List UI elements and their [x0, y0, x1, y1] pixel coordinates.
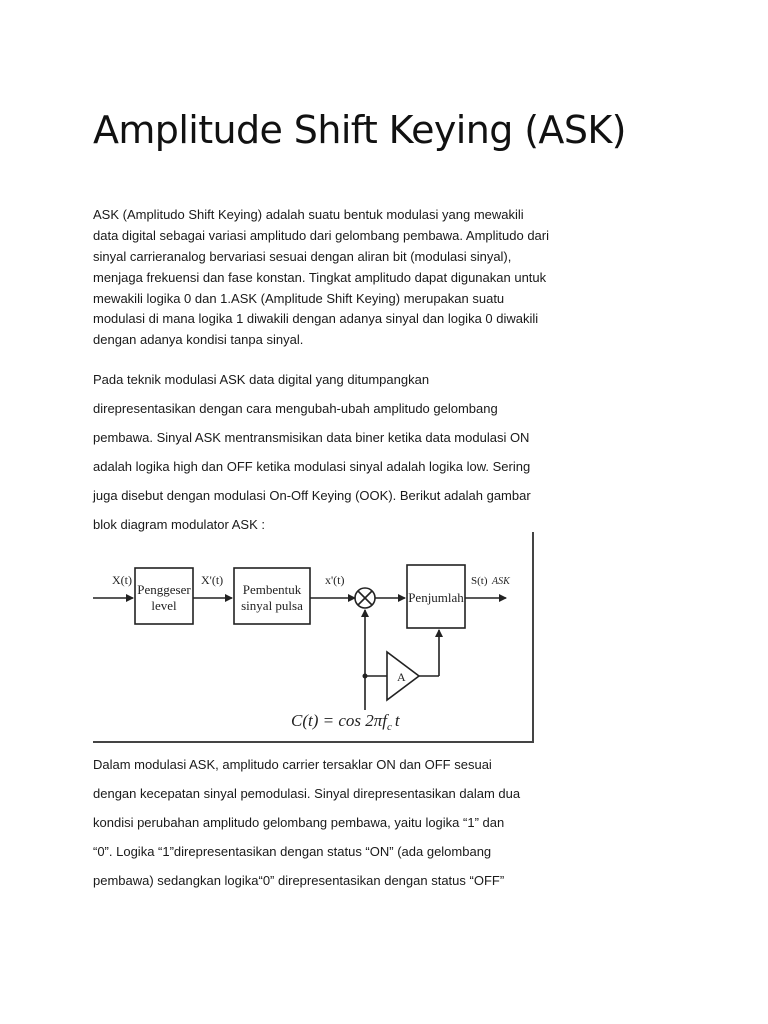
paragraph-3-line: kondisi perubahan amplitudo gelombang pembawa, yaitu logika “1” dan: [93, 815, 505, 830]
page-title: Amplitude Shift Keying (ASK): [93, 108, 626, 152]
x-prime-label: X'(t): [201, 573, 224, 587]
pulse-shaper-label-2: sinyal pulsa: [241, 598, 303, 613]
paragraph-1-line: data digital sebagai variasi amplitudo dari gelombang pembawa. Amplitudo dari: [93, 228, 549, 243]
amplifier-label: A: [397, 670, 406, 684]
junction-dot: [363, 674, 368, 679]
paragraph-2-line: blok diagram modulator ASK :: [93, 517, 265, 532]
paragraph-2-line: adalah logika high dan OFF ketika modulasi sinyal adalah logika low. Sering: [93, 459, 531, 474]
paragraph-3-line: Dalam modulasi ASK, amplitudo carrier tersaklar ON dan OFF sesuai: [93, 757, 492, 772]
adder-label: Penjumlah: [408, 590, 464, 605]
paragraph-2-line: Pada teknik modulasi ASK data digital yang ditumpangkan: [93, 372, 430, 387]
paragraph-2-line: juga disebut dengan modulasi On-Off Keying (OOK). Berikut adalah gambar: [93, 488, 531, 503]
paragraph-3-line: pembawa) sedangkan logika“0” direpresentasikan dengan status “OFF”: [93, 873, 505, 888]
paragraph-1-line: sinyal carrieranalog bervariasi sesuai dengan aliran bit (modulasi sinyal),: [93, 249, 512, 264]
output-label: S(t): [471, 575, 488, 587]
paragraph-1-line: menjaga frekuensi dan fase konstan. Tingkat amplitudo dapat digunakan untuk: [93, 270, 547, 285]
paragraph-1-line: modulasi di mana logika 1 diwakili dengan adanya sinyal dan logika 0 diwakili: [93, 311, 539, 326]
level-shifter-label-1: Penggeser: [137, 582, 191, 597]
input-label: X(t): [112, 573, 132, 587]
paragraph-3-line: “0”. Logika “1”direpresentasikan dengan status “ON” (ada gelombang: [93, 844, 492, 859]
pulse-shaper-label-1: Pembentuk: [242, 582, 302, 597]
paragraph-1-line: mewakili logika 0 dan 1.ASK (Amplitude Shift Keying) merupakan suatu: [93, 291, 505, 306]
x-prime-lower-label: x'(t): [325, 573, 345, 587]
paragraph-1-line: ASK (Amplitudo Shift Keying) adalah suatu bentuk modulasi yang mewakili: [93, 207, 524, 222]
output-suffix: ASK: [492, 576, 510, 587]
ask-modulator-block-diagram: [93, 532, 535, 744]
paragraph-1-line: dengan adanya kondisi tanpa sinyal.: [93, 332, 304, 347]
paragraph-3-line: dengan kecepatan sinyal pemodulasi. Sinyal direpresentasikan dalam dua: [93, 786, 521, 801]
paragraph-2-line: pembawa. Sinyal ASK mentransmisikan data biner ketika data modulasi ON: [93, 430, 530, 445]
paragraph-2-line: direpresentasikan dengan cara mengubah-ubah amplitudo gelombang: [93, 401, 498, 416]
level-shifter-label-2: level: [151, 598, 177, 613]
carrier-equation: $C(t) = \cos 2\pi f_c$ t: [291, 711, 400, 733]
